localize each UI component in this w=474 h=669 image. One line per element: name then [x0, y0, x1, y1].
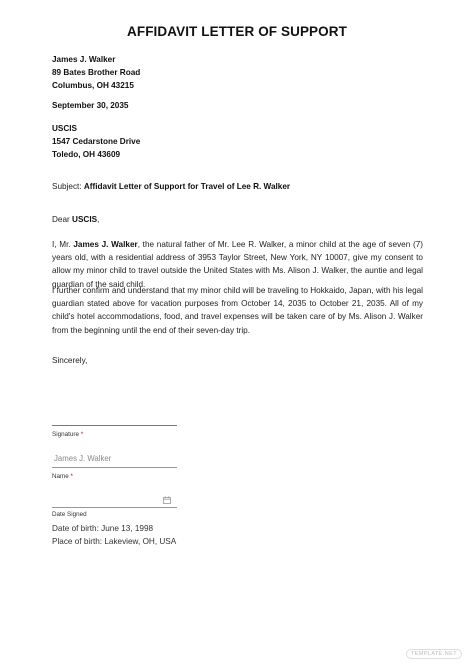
required-mark: * [80, 431, 84, 438]
salutation-suffix: , [97, 215, 100, 224]
p1-prefix: I, Mr. [52, 240, 71, 249]
watermark-logo: TEMPLATE.NET [406, 649, 462, 659]
recipient-street: 1547 Cedarstone Drive [52, 137, 141, 147]
sender-name: James J. Walker [52, 55, 116, 64]
closing: Sincerely, [52, 356, 88, 365]
signature-label: Signature * [52, 431, 84, 438]
sender-address [52, 53, 140, 93]
date-of-birth: Date of birth: June 13, 1998 [52, 524, 154, 533]
recipient-org: USCIS [52, 124, 78, 133]
date-signed-field[interactable] [52, 494, 177, 508]
signature-line [52, 425, 177, 426]
salutation [52, 213, 99, 226]
recipient-address [52, 122, 140, 162]
letter-date-block [52, 99, 128, 112]
salutation-prefix: Dear [52, 215, 70, 224]
sender-city: Columbus, OH 43215 [52, 81, 134, 91]
subject-line [52, 180, 290, 193]
name-label: Name * [52, 473, 73, 480]
required-mark: * [70, 473, 73, 480]
calendar-icon[interactable] [163, 496, 171, 504]
subject-text: Affidavit Letter of Support for Travel of Lee R. Walker [83, 182, 291, 191]
body-paragraph-1 [52, 238, 423, 291]
name-field[interactable] [52, 452, 177, 468]
place-of-birth: Place of birth: Lakeview, OH, USA [52, 537, 177, 546]
recipient-city: Toledo, OH 43609 [52, 150, 121, 160]
subject-label: Subject: [52, 182, 82, 191]
sender-street: 89 Bates Brother Road [52, 68, 141, 78]
letter-date: September 30, 2035 [52, 101, 129, 110]
p1-name: James J. Walker [73, 240, 138, 249]
name-value: James J. Walker [54, 454, 112, 463]
date-signed-label: Date Signed [52, 511, 87, 518]
body-paragraph-2: I further confirm and understand that my minor child will be traveling to Hokkaido, Japan, with his legal guardian stated above for vacation purposes from October 14, 2035 to October 21, 2035. All of my child's hotel accommodations, food, and travel expenses will be taken care of by Ms. Alison J. Walker from the beginning until the end of their seven-day trip. [52, 286, 423, 335]
p1-rest: , the natural father of Mr. Lee R. Walker, a minor child at the age of seven (7) years old, with a residential address of 3953 Taylor Street, New York, NY 10007, give my consent to allow my minor child to travel outside the United States with Ms. Alison J. Walker, the auntie and legal guardian of the said child. [52, 240, 423, 289]
salutation-name: USCIS [72, 215, 98, 224]
document-title: AFFIDAVIT LETTER OF SUPPORT [127, 24, 347, 39]
